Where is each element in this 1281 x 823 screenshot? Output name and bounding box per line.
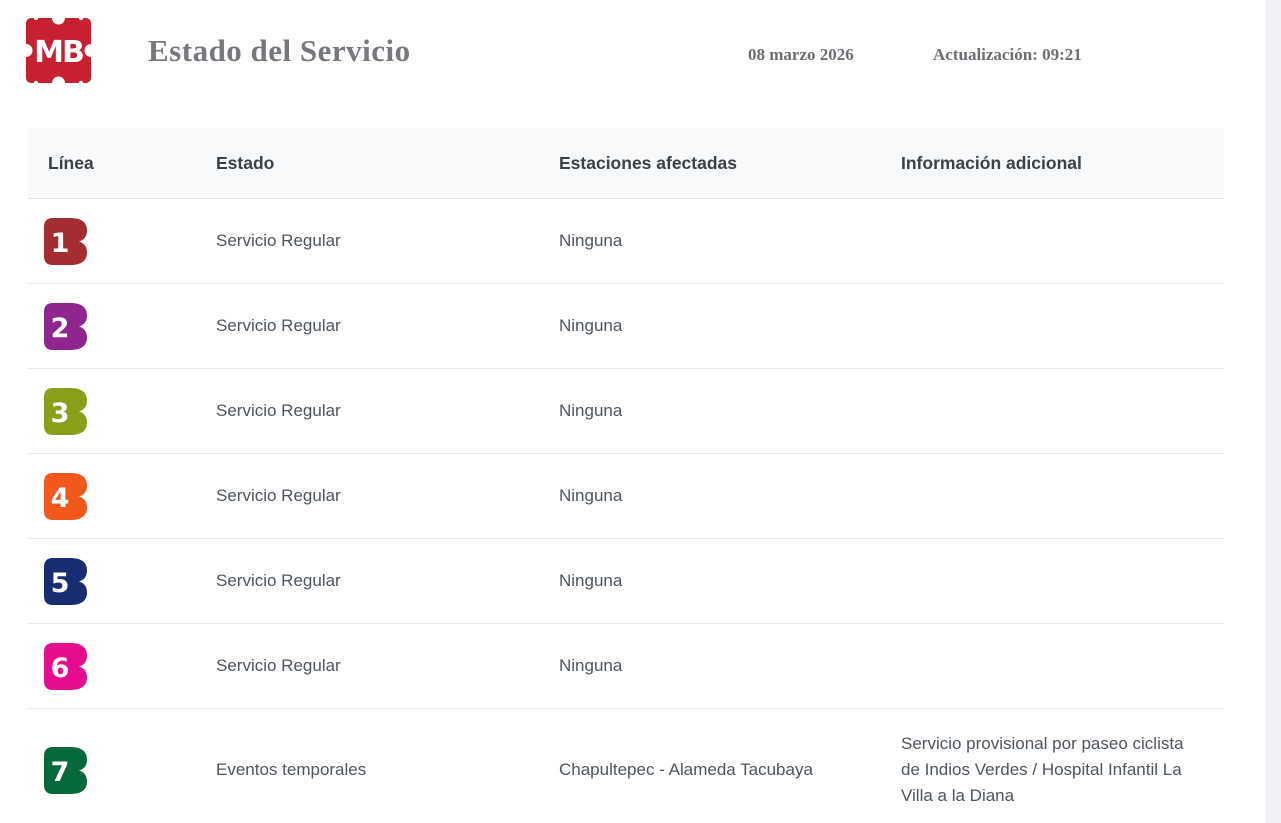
logo-monogram: MB [34, 35, 83, 70]
date-label: 08 marzo 2026 [748, 45, 854, 64]
column-header-informacion: Información adicional [901, 152, 1082, 173]
status-cell: Servicio Regular [216, 316, 341, 335]
line-number: 1 [50, 227, 70, 259]
table-row [28, 454, 1224, 539]
line-number: 5 [50, 567, 70, 599]
stations-cell: Ninguna [559, 656, 623, 675]
line-number: 3 [50, 397, 70, 429]
status-cell: Servicio Regular [216, 231, 341, 250]
header [0, 0, 1281, 128]
status-cell: Servicio Regular [216, 486, 341, 505]
stations-cell: Chapultepec - Alameda Tacubaya [559, 760, 813, 779]
status-cell: Servicio Regular [216, 571, 341, 590]
metrobus-logo-icon [25, 16, 92, 85]
line-number: 7 [50, 756, 70, 788]
line-1-badge-icon [44, 218, 87, 265]
table-row [28, 709, 1224, 823]
line-3-badge-icon [44, 388, 87, 435]
info-cell [901, 389, 1224, 433]
line-7-badge-icon [44, 747, 87, 794]
line-2-badge-icon [44, 303, 87, 350]
column-header-linea: Línea [48, 152, 94, 173]
stations-cell: Ninguna [559, 316, 623, 335]
stations-cell: Ninguna [559, 571, 623, 590]
table-header-row [28, 128, 1224, 199]
table-row [28, 199, 1224, 284]
info-cell: Servicio provisional por paseo ciclista de Indios Verdes / Hospital Infantil La Villa a la Diana [901, 734, 1184, 805]
service-status-table [28, 128, 1224, 823]
info-cell [901, 219, 1224, 263]
table-row [28, 369, 1224, 454]
table-row [28, 624, 1224, 709]
line-5-badge-icon [44, 558, 87, 605]
stations-cell: Ninguna [559, 486, 623, 505]
status-cell: Servicio Regular [216, 656, 341, 675]
stations-cell: Ninguna [559, 231, 623, 250]
vertical-scrollbar[interactable] [1265, 0, 1281, 823]
status-cell: Eventos temporales [216, 760, 367, 779]
info-cell [901, 304, 1224, 348]
line-number: 4 [50, 482, 70, 514]
table-row [28, 284, 1224, 369]
table-row [28, 539, 1224, 624]
column-header-estaciones: Estaciones afectadas [559, 152, 738, 173]
last-update-label: Actualización: 09:21 [933, 45, 1082, 64]
line-6-badge-icon [44, 643, 87, 690]
stations-cell: Ninguna [559, 401, 623, 420]
info-cell [901, 474, 1224, 518]
info-cell [901, 644, 1224, 688]
page-title: Estado del Servicio [148, 33, 411, 68]
line-4-badge-icon [44, 473, 87, 520]
status-cell: Servicio Regular [216, 401, 341, 420]
line-number: 6 [50, 652, 70, 684]
info-cell [901, 559, 1224, 603]
column-header-estado: Estado [216, 152, 275, 173]
line-number: 2 [50, 312, 70, 344]
